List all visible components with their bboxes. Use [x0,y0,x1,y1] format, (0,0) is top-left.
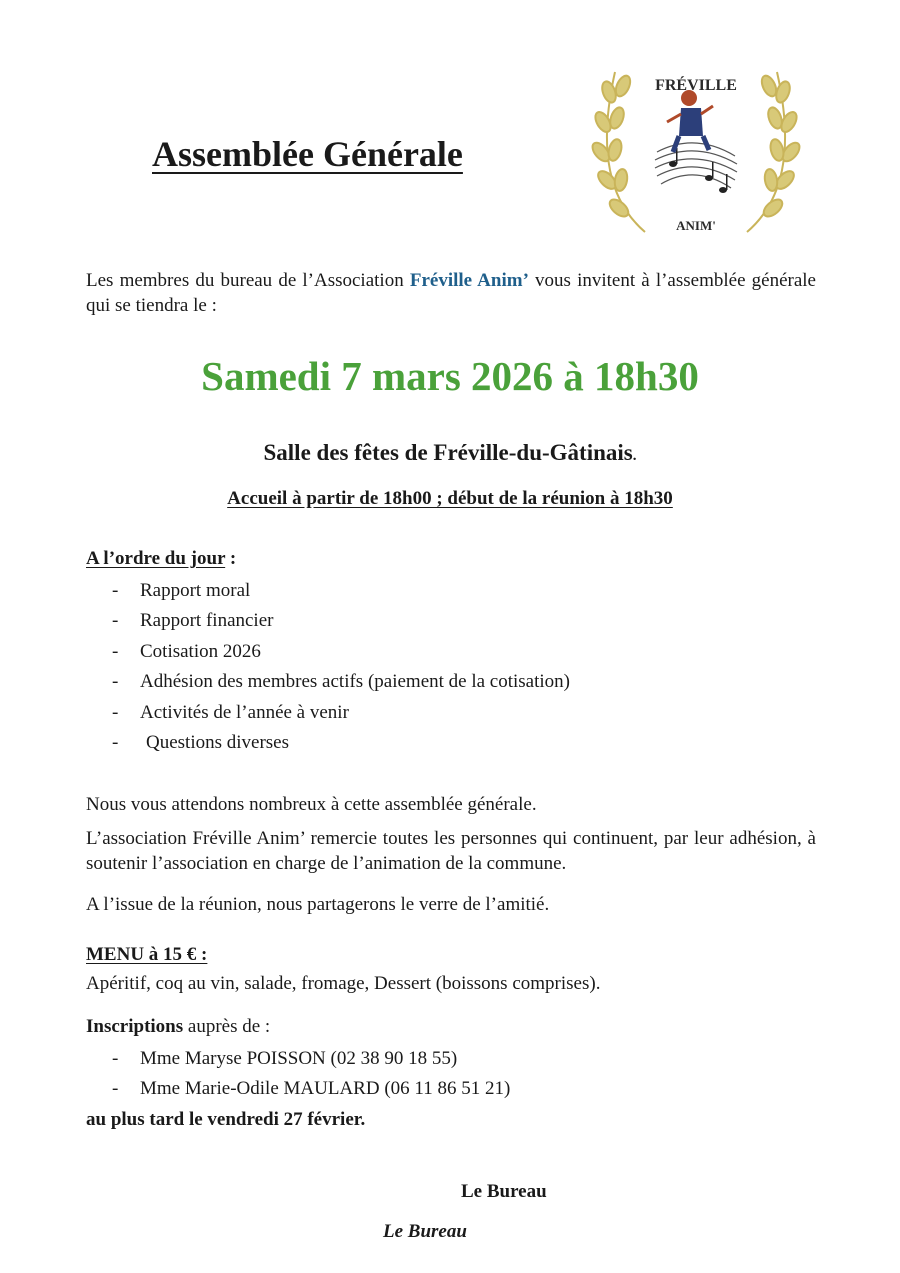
intro-before: Les membres du bureau de l’Association [86,270,410,291]
logo-top-text: FRÉVILLE [655,77,737,94]
signature-italic: Le Bureau [383,1221,467,1242]
association-name: Fréville Anim’ [409,270,529,291]
event-date: Samedi 7 mars 2026 à 18h30 [201,353,699,399]
agenda-title: A l’ordre du jour [86,548,226,569]
registration-label: Inscriptions [86,1016,184,1037]
agenda-item-text: Rapport moral [140,580,251,601]
agenda-item [112,667,570,697]
list-bullet: - [112,1048,119,1069]
registration-deadline: au plus tard le vendredi 27 février. [86,1109,366,1130]
intro-after: vous invitent à l’assemblée générale qui se tiendra le : [86,270,816,316]
agenda-item-text: Questions diverses [146,731,290,753]
agenda-item [112,576,570,606]
agenda-item [112,606,570,636]
agenda-item-text: Rapport financier [140,610,274,632]
list-bullet: - [112,671,119,693]
contact-item [112,1044,510,1074]
freville-anim-logo [585,52,807,244]
menu-description: Apéritif, coq au vin, salade, fromage, Dessert (boissons comprises). [86,973,601,994]
signature: Le Bureau [461,1181,547,1202]
agenda-item-text: Activités de l’année à venir [140,701,349,723]
drink-paragraph: A l’issue de la réunion, nous partagerons le verre de l’amitié. [86,894,550,915]
agenda-list [112,576,570,758]
list-bullet: - [112,640,119,662]
menu-title: MENU à 15 € : [86,944,208,965]
contact-item [112,1074,510,1104]
agenda-item [112,698,570,728]
list-bullet: - [112,731,119,753]
logo-bottom-text: ANIM' [676,218,716,233]
welcome-paragraph: Nous vous attendons nombreux à cette assemblée générale. [86,794,537,815]
contact-text: Mme Maryse POISSON (02 38 90 18 55) [140,1048,458,1069]
event-schedule: Accueil à partir de 18h00 ; début de la réunion à 18h30 [227,488,673,509]
registration-rest: auprès de : [183,1016,271,1037]
event-venue [0,440,900,466]
registration-heading [86,1016,270,1038]
page-title: Assemblée Générale [152,134,463,174]
agenda-item-text: Adhésion des membres actifs (paiement de la cotisation) [140,671,571,693]
list-bullet: - [112,610,119,632]
agenda-heading [86,548,236,570]
list-bullet: - [112,580,119,601]
wheat-wreath-music-logo-icon [585,52,807,244]
intro-paragraph [86,268,816,318]
agenda-item-text: Cotisation 2026 [140,640,261,662]
contact-list [112,1044,510,1105]
agenda-title-suffix: : [225,548,237,569]
list-bullet: - [112,1078,119,1100]
venue-text: Salle des fêtes de Fréville-du-Gâtinais [263,440,633,465]
list-bullet: - [112,701,119,723]
thanks-paragraph: L’association Fréville Anim’ remercie toutes les personnes qui continuent, par leur adhésion, à soutenir l’association en charge de l’animation de la commune. [86,828,816,874]
agenda-item [112,728,570,758]
venue-dot: . [632,448,637,464]
agenda-item [112,637,570,667]
contact-text: Mme Marie-Odile MAULARD (06 11 86 51 21) [140,1078,511,1100]
